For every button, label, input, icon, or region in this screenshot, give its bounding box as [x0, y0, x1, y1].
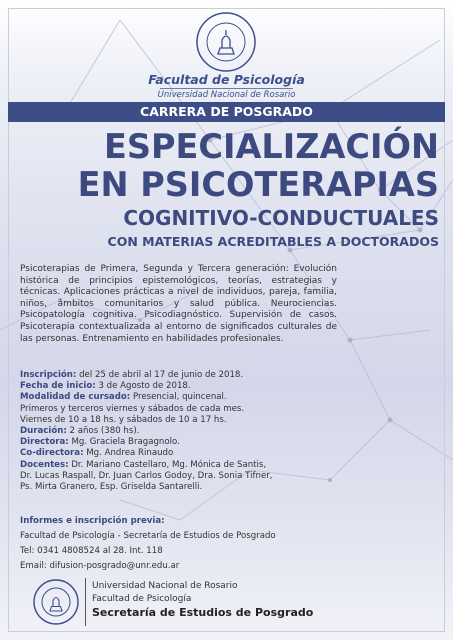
detail-value: del 25 de abril al 17 de junio de 2018. — [79, 370, 244, 380]
detail-value: Presencial, quincenal. — [132, 392, 227, 403]
detail-value: Mg. Andrea Rinaudo — [86, 448, 174, 459]
university-seal-footer-icon — [32, 578, 80, 626]
title-subtitle: CON MATERIAS ACREDITABLES A DOCTORADOS — [107, 234, 439, 249]
detail-label: Directora: — [20, 437, 69, 448]
detail-label: Docentes: — [20, 459, 69, 470]
contact-heading: Informes e inscripción previa: — [20, 516, 165, 526]
title-line-2: EN PSICOTERAPIAS — [77, 165, 439, 204]
detail-value: 2 años (380 hs). — [69, 426, 140, 437]
contact-email[interactable]: Email: difusion-posgrado@unr.edu.ar — [20, 561, 180, 571]
program-details — [20, 370, 360, 493]
detail-label: Modalidad de cursado: — [20, 392, 131, 403]
detail-value: 3 de Agosto de 2018. — [98, 381, 191, 392]
footer-divider — [85, 578, 86, 626]
program-description: Psicoterapias de Primera, Segunda y Tercera generación: Evolución histórica de principios epistemológicos, teorías, estrategias y técnicas. Aplicaciones prácticas a nivel de individuos, pareja, familia, niños, ámbitos comunitarios y salud pública. Neurociencias. Psicopatología cognitiva. Psicodiagnóstico. Supervisión de casos. Psicoterapia contextualizada al entorno de significados culturales de las personas. Entrenamiento en habilidades profesionales. — [20, 264, 337, 344]
title-line-1: ESPECIALIZACIÓN — [103, 127, 439, 166]
university-name: Universidad Nacional de Rosario — [157, 90, 296, 100]
footer-faculty: Facultad de Psicología — [92, 594, 192, 604]
detail-value: Dr. Mariano Castellaro, Mg. Mónica de Santis, — [71, 459, 267, 470]
detail-modalidad-2: Primeros y terceros viernes y sábados de cada mes. — [20, 403, 245, 414]
faculty-name: Facultad de Psicología — [148, 72, 305, 87]
program-band: CARRERA DE POSGRADO — [8, 102, 445, 122]
contact-office: Facultad de Psicología - Secretaría de Estudios de Posgrado — [20, 531, 276, 541]
faculty-divider — [160, 88, 293, 89]
detail-docentes-3: Ps. Mirta Granero, Esp. Griselda Santarelli. — [20, 482, 203, 493]
detail-modalidad — [20, 392, 360, 403]
detail-label: Duración: — [20, 426, 67, 437]
detail-label: Inscripción: — [20, 370, 77, 380]
detail-docentes-2: Dr. Lucas Raspall, Dr. Juan Carlos Godoy, Dra. Sonia Tifner, — [20, 470, 273, 481]
detail-modalidad-3: Viernes de 10 a 18 hs. y sábados de 10 a 17 hs. — [20, 414, 227, 425]
detail-label: Fecha de inicio: — [20, 381, 96, 392]
footer-university: Universidad Nacional de Rosario — [92, 581, 238, 591]
university-seal-icon — [194, 10, 258, 74]
detail-label: Co-directora: — [20, 448, 84, 459]
footer-institution — [92, 580, 313, 619]
title-line-3: COGNITIVO-CONDUCTUALES — [123, 206, 439, 230]
detail-codirectora — [20, 448, 360, 459]
detail-docentes — [20, 460, 360, 471]
contact-block — [20, 514, 276, 574]
footer-secretaria: Secretaría de Estudios de Posgrado — [92, 606, 314, 619]
detail-inicio — [20, 381, 360, 392]
detail-directora — [20, 437, 360, 448]
detail-value: Mg. Graciela Bragagnolo. — [71, 437, 180, 448]
detail-inscripcion — [20, 370, 360, 381]
contact-phone: Tel: 0341 4808524 al 28. Int. 118 — [20, 546, 163, 556]
detail-duracion — [20, 426, 360, 437]
